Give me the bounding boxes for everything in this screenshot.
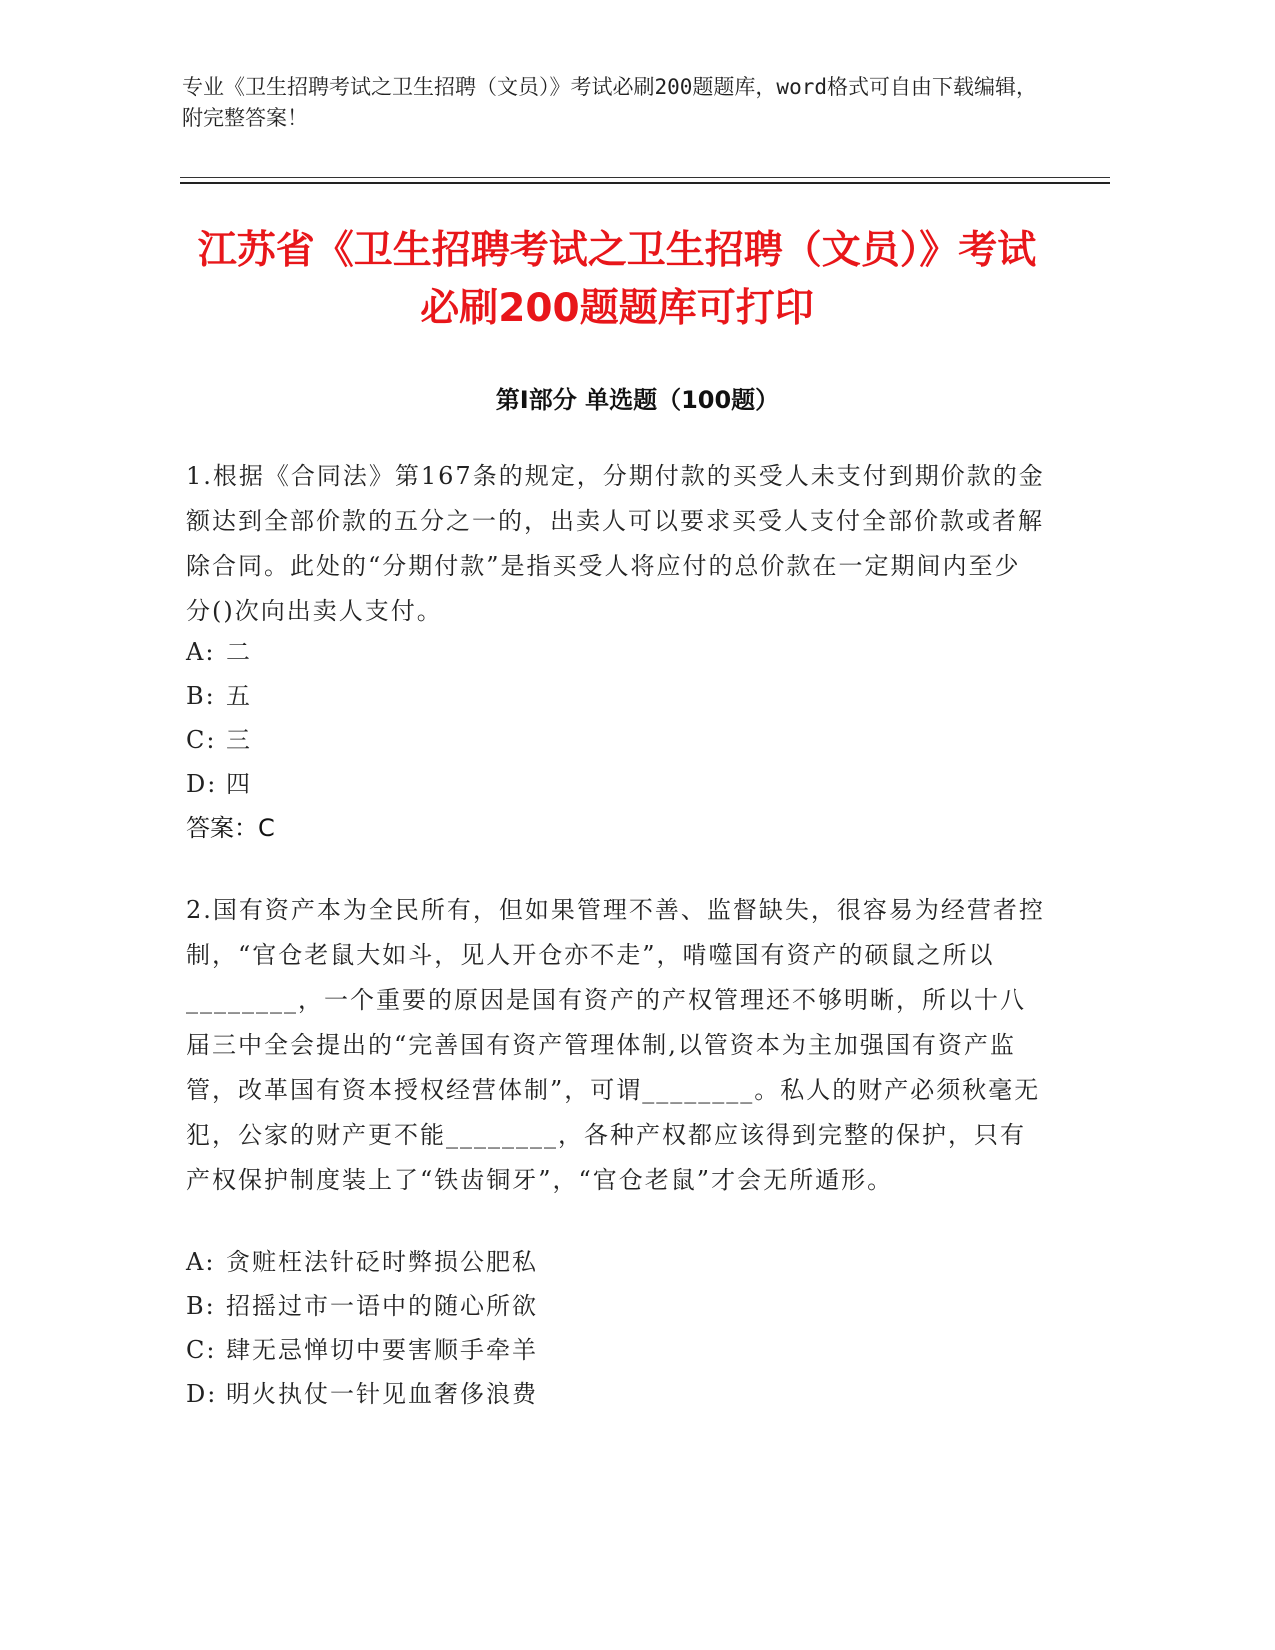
question-1-option-b: [186, 676, 252, 711]
header-divider-thin: [180, 177, 1110, 178]
option-label: A:: [186, 1248, 216, 1276]
option-label: D:: [186, 770, 218, 798]
question-1-option-a: [186, 632, 252, 667]
option-text: 贪赃枉法针砭时弊损公肥私: [226, 1248, 538, 1276]
option-label: C:: [186, 1336, 217, 1364]
section-title: 第Ⅰ部分 单选题（100题）: [495, 386, 780, 414]
option-text: 五: [226, 682, 252, 710]
question-1-option-c: [186, 720, 252, 755]
header-note: 专业《卫生招聘考试之卫生招聘（文员）》考试必刷200题题库，word格式可自由下载编辑，附完整答案！: [182, 75, 1037, 130]
question-2-text: 2.国有资产本为全民所有，但如果管理不善、监督缺失，很容易为经营者控制，“官仓老鼠大如斗，见人开仓亦不走”，啃噬国有资产的硕鼠之所以________，一个重要的原因是国有资产的产权管理还不够明晰，所以十八届三中全会提出的“完善国有资产管理体制,以管资本为主加强国有资产监管，改革国有资本授权经营体制”，可谓________。私人的财产必须秋毫无犯，公家的财产更不能________，各种产权都应该得到完整的保护，只有产权保护制度装上了“铁齿铜牙”，“官仓老鼠”才会无所遁形。: [186, 896, 1045, 1194]
question-1-text: 1.根据《合同法》第167条的规定，分期付款的买受人未支付到期价款的金额达到全部价款的五分之一的，出卖人可以要求买受人支付全部价款或者解除合同。此处的“分期付款”是指买受人将应付的总价款在一定期间内至少分()次向出卖人支付。: [186, 462, 1045, 625]
question-1-answer: 答案：C: [186, 814, 275, 842]
option-label: B:: [186, 1292, 216, 1320]
option-text: 招摇过市一语中的随心所欲: [226, 1292, 538, 1320]
header-divider-thick: [180, 182, 1110, 184]
option-text: 三: [226, 726, 252, 754]
option-label: B:: [186, 682, 216, 710]
question-2-option-d: [186, 1374, 538, 1409]
question-1-option-d: [186, 764, 252, 799]
option-text: 二: [226, 638, 252, 666]
document-title: 江苏省《卫生招聘考试之卫生招聘（文员）》考试必刷200题题库可打印: [197, 228, 1037, 331]
option-text: 四: [226, 770, 252, 798]
option-label: D:: [186, 1380, 218, 1408]
question-2-option-c: [186, 1330, 538, 1365]
option-label: C:: [186, 726, 217, 754]
question-2-option-b: [186, 1286, 538, 1321]
question-2-option-a: [186, 1242, 538, 1277]
option-label: A:: [186, 638, 216, 666]
option-text: 明火执仗一针见血奢侈浪费: [226, 1380, 538, 1408]
option-text: 肆无忌惮切中要害顺手牵羊: [226, 1336, 538, 1364]
